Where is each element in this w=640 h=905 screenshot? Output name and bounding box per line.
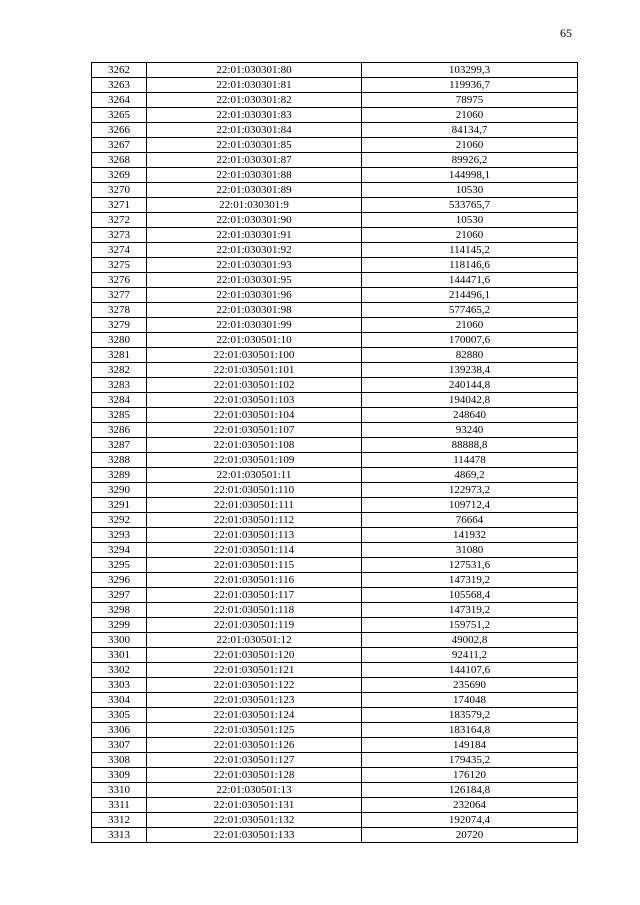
cadastral-number-cell: 22:01:030301:85: [147, 138, 362, 153]
row-number-cell: 3305: [92, 708, 147, 723]
cadastral-number-cell: 22:01:030501:119: [147, 618, 362, 633]
row-number-cell: 3279: [92, 318, 147, 333]
cadastral-number-cell: 22:01:030301:87: [147, 153, 362, 168]
cadastral-number-cell: 22:01:030301:83: [147, 108, 362, 123]
row-number-cell: 3266: [92, 123, 147, 138]
value-cell: 144107,6: [362, 663, 578, 678]
cadastral-number-cell: 22:01:030501:132: [147, 813, 362, 828]
value-cell: 93240: [362, 423, 578, 438]
table-row: [92, 558, 578, 573]
cadastral-number-cell: 22:01:030301:81: [147, 78, 362, 93]
row-number-cell: 3275: [92, 258, 147, 273]
table-row: [92, 468, 578, 483]
value-cell: 88888,8: [362, 438, 578, 453]
row-number-cell: 3282: [92, 363, 147, 378]
value-cell: 577465,2: [362, 303, 578, 318]
value-cell: 159751,2: [362, 618, 578, 633]
cadastral-number-cell: 22:01:030501:101: [147, 363, 362, 378]
row-number-cell: 3296: [92, 573, 147, 588]
row-number-cell: 3283: [92, 378, 147, 393]
value-cell: 31080: [362, 543, 578, 558]
row-number-cell: 3270: [92, 183, 147, 198]
table-row: [92, 258, 578, 273]
cadastral-number-cell: 22:01:030501:110: [147, 483, 362, 498]
table-row: [92, 678, 578, 693]
table-row: [92, 108, 578, 123]
value-cell: 248640: [362, 408, 578, 423]
table-row: [92, 183, 578, 198]
cadastral-number-cell: 22:01:030501:122: [147, 678, 362, 693]
cadastral-number-cell: 22:01:030501:13: [147, 783, 362, 798]
cadastral-number-cell: 22:01:030501:123: [147, 693, 362, 708]
cadastral-number-cell: 22:01:030501:114: [147, 543, 362, 558]
table-row: [92, 273, 578, 288]
value-cell: 149184: [362, 738, 578, 753]
value-cell: 89926,2: [362, 153, 578, 168]
value-cell: 194042,8: [362, 393, 578, 408]
page-number: 65: [560, 26, 572, 40]
row-number-cell: 3290: [92, 483, 147, 498]
table-row: [92, 798, 578, 813]
value-cell: 78975: [362, 93, 578, 108]
table-row: [92, 438, 578, 453]
table-row: [92, 63, 578, 78]
table-row: [92, 753, 578, 768]
value-cell: 144998,1: [362, 168, 578, 183]
cadastral-number-cell: 22:01:030301:80: [147, 63, 362, 78]
value-cell: 21060: [362, 318, 578, 333]
value-cell: 103299,3: [362, 63, 578, 78]
value-cell: 105568,4: [362, 588, 578, 603]
cadastral-number-cell: 22:01:030501:109: [147, 453, 362, 468]
table-row: [92, 543, 578, 558]
row-number-cell: 3311: [92, 798, 147, 813]
table-row: [92, 363, 578, 378]
table-body: [92, 63, 578, 843]
value-cell: 126184,8: [362, 783, 578, 798]
row-number-cell: 3289: [92, 468, 147, 483]
cadastral-number-cell: 22:01:030501:113: [147, 528, 362, 543]
value-cell: 235690: [362, 678, 578, 693]
table-row: [92, 93, 578, 108]
value-cell: 4869,2: [362, 468, 578, 483]
cadastral-number-cell: 22:01:030501:121: [147, 663, 362, 678]
cadastral-number-cell: 22:01:030301:89: [147, 183, 362, 198]
value-cell: 141932: [362, 528, 578, 543]
row-number-cell: 3280: [92, 333, 147, 348]
cadastral-number-cell: 22:01:030501:126: [147, 738, 362, 753]
table-row: [92, 378, 578, 393]
row-number-cell: 3272: [92, 213, 147, 228]
row-number-cell: 3312: [92, 813, 147, 828]
cadastral-number-cell: 22:01:030501:131: [147, 798, 362, 813]
cadastral-number-cell: 22:01:030501:111: [147, 498, 362, 513]
value-cell: 20720: [362, 828, 578, 843]
value-cell: 92411,2: [362, 648, 578, 663]
cadastral-number-cell: 22:01:030301:90: [147, 213, 362, 228]
value-cell: 139238,4: [362, 363, 578, 378]
row-number-cell: 3265: [92, 108, 147, 123]
cadastral-number-cell: 22:01:030501:128: [147, 768, 362, 783]
row-number-cell: 3313: [92, 828, 147, 843]
value-cell: 84134,7: [362, 123, 578, 138]
row-number-cell: 3278: [92, 303, 147, 318]
row-number-cell: 3297: [92, 588, 147, 603]
value-cell: 147319,2: [362, 603, 578, 618]
table-row: [92, 393, 578, 408]
table-row: [92, 318, 578, 333]
row-number-cell: 3310: [92, 783, 147, 798]
value-cell: 21060: [362, 108, 578, 123]
cadastral-number-cell: 22:01:030501:115: [147, 558, 362, 573]
value-cell: 10530: [362, 183, 578, 198]
value-cell: 21060: [362, 138, 578, 153]
value-cell: 144471,6: [362, 273, 578, 288]
row-number-cell: 3276: [92, 273, 147, 288]
cadastral-number-cell: 22:01:030501:107: [147, 423, 362, 438]
table-row: [92, 333, 578, 348]
cadastral-number-cell: 22:01:030301:88: [147, 168, 362, 183]
value-cell: 179435,2: [362, 753, 578, 768]
value-cell: 240144,8: [362, 378, 578, 393]
value-cell: 122973,2: [362, 483, 578, 498]
row-number-cell: 3304: [92, 693, 147, 708]
row-number-cell: 3300: [92, 633, 147, 648]
row-number-cell: 3284: [92, 393, 147, 408]
table-row: [92, 303, 578, 318]
table-row: [92, 168, 578, 183]
cadastral-number-cell: 22:01:030301:95: [147, 273, 362, 288]
cadastral-number-cell: 22:01:030301:92: [147, 243, 362, 258]
table-row: [92, 723, 578, 738]
row-number-cell: 3285: [92, 408, 147, 423]
row-number-cell: 3274: [92, 243, 147, 258]
value-cell: 119936,7: [362, 78, 578, 93]
cadastral-number-cell: 22:01:030501:125: [147, 723, 362, 738]
table-row: [92, 633, 578, 648]
table-row: [92, 618, 578, 633]
table-row: [92, 483, 578, 498]
table-row: [92, 693, 578, 708]
value-cell: 118146,6: [362, 258, 578, 273]
value-cell: 21060: [362, 228, 578, 243]
cadastral-number-cell: 22:01:030301:82: [147, 93, 362, 108]
value-cell: 109712,4: [362, 498, 578, 513]
value-cell: 183579,2: [362, 708, 578, 723]
cadastral-number-cell: 22:01:030501:127: [147, 753, 362, 768]
cadastral-number-cell: 22:01:030501:100: [147, 348, 362, 363]
cadastral-number-cell: 22:01:030501:124: [147, 708, 362, 723]
value-cell: 192074,4: [362, 813, 578, 828]
row-number-cell: 3271: [92, 198, 147, 213]
cadastral-number-cell: 22:01:030501:116: [147, 573, 362, 588]
cadastral-number-cell: 22:01:030301:91: [147, 228, 362, 243]
row-number-cell: 3306: [92, 723, 147, 738]
cadastral-number-cell: 22:01:030501:12: [147, 633, 362, 648]
table-row: [92, 78, 578, 93]
row-number-cell: 3308: [92, 753, 147, 768]
table-row: [92, 288, 578, 303]
cadastral-number-cell: 22:01:030301:99: [147, 318, 362, 333]
table-row: [92, 453, 578, 468]
row-number-cell: 3264: [92, 93, 147, 108]
cadastral-number-cell: 22:01:030301:98: [147, 303, 362, 318]
table-row: [92, 138, 578, 153]
table-row: [92, 768, 578, 783]
cadastral-number-cell: 22:01:030501:102: [147, 378, 362, 393]
cadastral-number-cell: 22:01:030501:104: [147, 408, 362, 423]
table-row: [92, 573, 578, 588]
row-number-cell: 3291: [92, 498, 147, 513]
row-number-cell: 3281: [92, 348, 147, 363]
cadastral-number-cell: 22:01:030501:108: [147, 438, 362, 453]
row-number-cell: 3309: [92, 768, 147, 783]
value-cell: 114145,2: [362, 243, 578, 258]
table-row: [92, 528, 578, 543]
row-number-cell: 3298: [92, 603, 147, 618]
table-row: [92, 498, 578, 513]
cadastral-number-cell: 22:01:030501:133: [147, 828, 362, 843]
row-number-cell: 3268: [92, 153, 147, 168]
row-number-cell: 3302: [92, 663, 147, 678]
value-cell: 174048: [362, 693, 578, 708]
table-row: [92, 198, 578, 213]
value-cell: 49002,8: [362, 633, 578, 648]
table-row: [92, 783, 578, 798]
cadastral-table: [91, 62, 578, 843]
row-number-cell: 3294: [92, 543, 147, 558]
table-row: [92, 663, 578, 678]
value-cell: 183164,8: [362, 723, 578, 738]
table-row: [92, 348, 578, 363]
cadastral-number-cell: 22:01:030301:96: [147, 288, 362, 303]
table-row: [92, 648, 578, 663]
cadastral-number-cell: 22:01:030301:9: [147, 198, 362, 213]
value-cell: 10530: [362, 213, 578, 228]
cadastral-number-cell: 22:01:030301:84: [147, 123, 362, 138]
value-cell: 114478: [362, 453, 578, 468]
row-number-cell: 3273: [92, 228, 147, 243]
cadastral-number-cell: 22:01:030501:11: [147, 468, 362, 483]
table-row: [92, 603, 578, 618]
table-row: [92, 213, 578, 228]
table-row: [92, 153, 578, 168]
row-number-cell: 3301: [92, 648, 147, 663]
row-number-cell: 3307: [92, 738, 147, 753]
cadastral-number-cell: 22:01:030501:103: [147, 393, 362, 408]
table-row: [92, 243, 578, 258]
table-row: [92, 408, 578, 423]
row-number-cell: 3286: [92, 423, 147, 438]
value-cell: 82880: [362, 348, 578, 363]
table-row: [92, 708, 578, 723]
cadastral-number-cell: 22:01:030501:10: [147, 333, 362, 348]
cadastral-number-cell: 22:01:030501:117: [147, 588, 362, 603]
row-number-cell: 3262: [92, 63, 147, 78]
table-row: [92, 738, 578, 753]
row-number-cell: 3263: [92, 78, 147, 93]
value-cell: 76664: [362, 513, 578, 528]
row-number-cell: 3287: [92, 438, 147, 453]
value-cell: 214496,1: [362, 288, 578, 303]
cadastral-number-cell: 22:01:030301:93: [147, 258, 362, 273]
table-row: [92, 123, 578, 138]
table-row: [92, 828, 578, 843]
row-number-cell: 3303: [92, 678, 147, 693]
value-cell: 170007,6: [362, 333, 578, 348]
row-number-cell: 3292: [92, 513, 147, 528]
table-row: [92, 813, 578, 828]
table-row: [92, 228, 578, 243]
value-cell: 127531,6: [362, 558, 578, 573]
row-number-cell: 3269: [92, 168, 147, 183]
value-cell: 533765,7: [362, 198, 578, 213]
value-cell: 232064: [362, 798, 578, 813]
table-row: [92, 588, 578, 603]
row-number-cell: 3267: [92, 138, 147, 153]
row-number-cell: 3277: [92, 288, 147, 303]
row-number-cell: 3288: [92, 453, 147, 468]
value-cell: 147319,2: [362, 573, 578, 588]
cadastral-number-cell: 22:01:030501:118: [147, 603, 362, 618]
cadastral-number-cell: 22:01:030501:112: [147, 513, 362, 528]
value-cell: 176120: [362, 768, 578, 783]
row-number-cell: 3295: [92, 558, 147, 573]
table-row: [92, 513, 578, 528]
cadastral-number-cell: 22:01:030501:120: [147, 648, 362, 663]
table-row: [92, 423, 578, 438]
row-number-cell: 3293: [92, 528, 147, 543]
row-number-cell: 3299: [92, 618, 147, 633]
